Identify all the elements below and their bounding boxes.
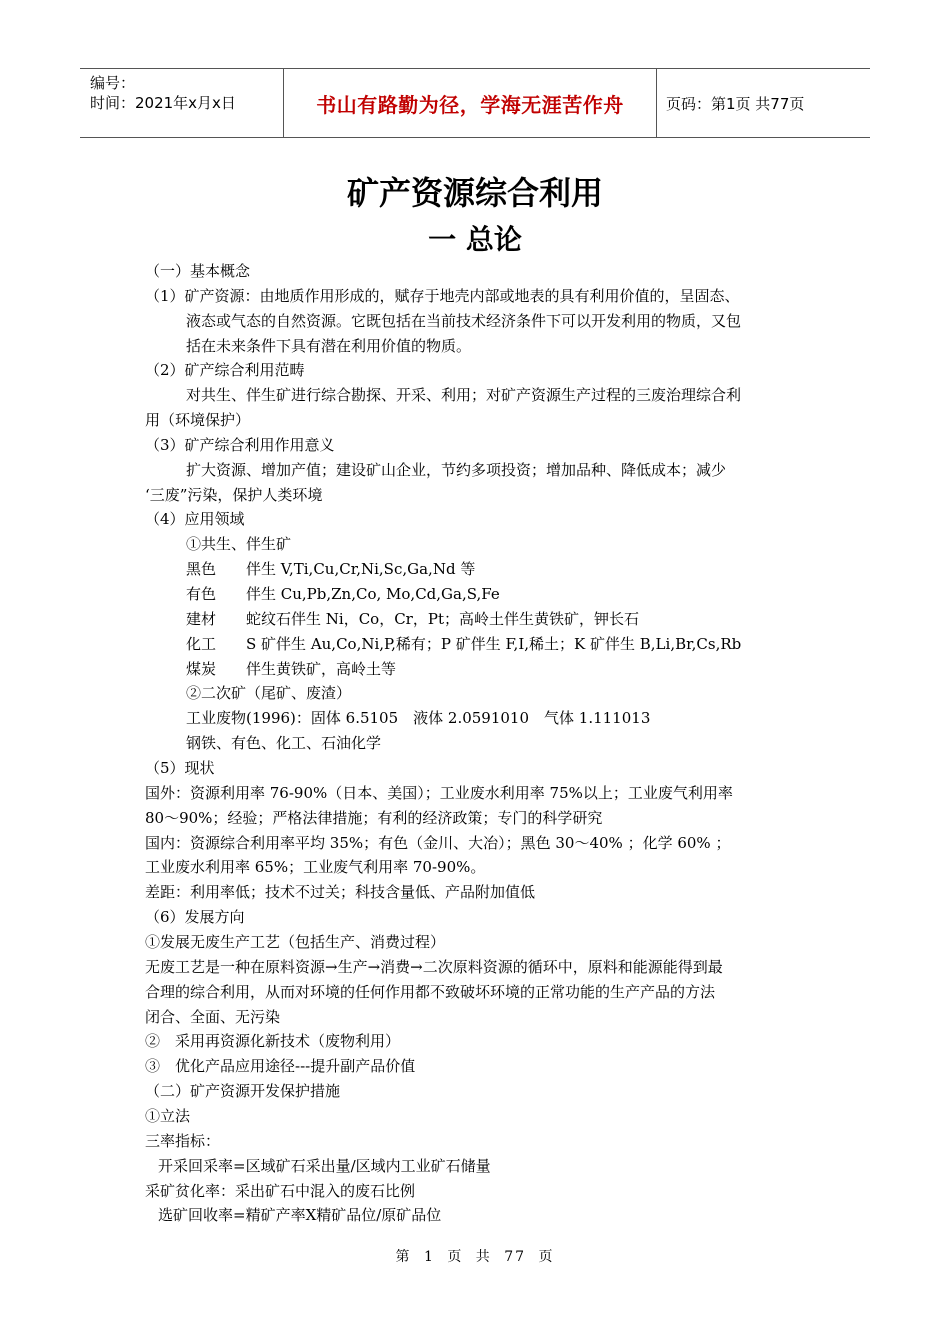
document-time-label: 时间：2021年x月x日 xyxy=(90,94,236,112)
header-page-cell xyxy=(656,69,870,137)
document-number-label: 编号： xyxy=(90,74,136,92)
subsection-heading: （6）发展方向 xyxy=(145,908,245,926)
section-heading: （二）矿产资源开发保护措施 xyxy=(145,1082,341,1100)
list-item: 工业废物(1996)：固体 6.5105 液体 2.0591010 气体 1.111013 xyxy=(186,709,651,727)
paragraph-line: 采矿贫化率：采出矿石中混入的废石比例 xyxy=(145,1182,416,1200)
paragraph-line: 国外：资源利用率 76-90%（日本、美国）；工业废水利用率 75%以上；工业废气利用率 xyxy=(145,784,733,802)
list-item: 化工 S 矿伴生 Au,Co,Ni,P,稀有；P 矿伴生 F,I,稀土；K 矿伴生 B,Li,Br,Cs,Rb xyxy=(186,635,742,653)
paragraph-line: 括在未来条件下具有潜在利用价值的物质。 xyxy=(186,337,472,355)
section-heading: （一）基本概念 xyxy=(145,262,251,280)
subsection-heading: （5）现状 xyxy=(145,759,215,777)
paragraph-line: 合理的综合利用，从而对环境的任何作用都不致破坏环境的正常功能的生产产品的方法 xyxy=(145,983,716,1001)
paragraph-line: 闭合、全面、无污染 xyxy=(145,1008,281,1026)
list-item: 钢铁、有色、化工、石油化学 xyxy=(186,734,382,752)
page-info: 页码：第1页 共77页 xyxy=(666,94,805,113)
header-meta-cell xyxy=(80,69,283,137)
paragraph-line: ‘三废”污染，保护人类环境 xyxy=(145,486,323,504)
list-item: ①共生、伴生矿 xyxy=(186,535,292,553)
list-item: ②二次矿（尾矿、废渣） xyxy=(186,684,352,702)
list-item: 黑色 伴生 V,Ti,Cu,Cr,Ni,Sc,Ga,Nd 等 xyxy=(186,560,476,578)
paragraph-line: 选矿回收率=精矿产率Χ精矿品位/原矿品位 xyxy=(158,1206,442,1224)
list-item: ①立法 xyxy=(145,1107,191,1125)
motto-text: 书山有路勤为径，学海无涯苦作舟 xyxy=(316,92,624,117)
paragraph-line: 扩大资源、增加产值；建设矿山企业，节约多项投资；增加品种、降低成本；减少 xyxy=(186,461,727,479)
chapter-title: 一 总论 xyxy=(428,223,522,256)
paragraph-line: 80～90%；经验；严格法律措施；有利的经济政策；专门的科学研究 xyxy=(145,809,603,827)
paragraph-line: 三率指标： xyxy=(145,1132,221,1150)
paragraph-line: 用（环境保护） xyxy=(145,411,251,429)
subsection-heading: （3）矿产综合利用作用意义 xyxy=(145,436,335,454)
page-footer xyxy=(0,1246,950,1266)
paragraph-line: （1）矿产资源：由地质作用形成的，赋存于地壳内部或地表的具有利用价值的，呈固态、 xyxy=(145,287,740,305)
paragraph-line: 无废工艺是一种在原料资源→生产→消费→二次原料资源的循环中，原料和能源能得到最 xyxy=(145,958,723,976)
footer-total-pages: 77 xyxy=(504,1249,527,1265)
paragraph-line: 国内：资源综合利用率平均 35%；有色（金川、大冶）；黑色 30～40% ；化学 60% ； xyxy=(145,834,731,852)
footer-label-d: 页 xyxy=(538,1249,555,1265)
document-title: 矿产资源综合利用 xyxy=(346,174,603,212)
paragraph-line: 对共生、伴生矿进行综合勘探、开采、利用；对矿产资源生产过程的三废治理综合利 xyxy=(186,386,742,404)
footer-label-b: 页 xyxy=(447,1249,464,1265)
page-header xyxy=(80,68,870,138)
paragraph-line: 液态或气态的自然资源。它既包括在当前技术经济条件下可以开发利用的物质，又包 xyxy=(186,312,742,330)
paragraph-line: 开采回采率=区域矿石采出量/区域内工业矿石储量 xyxy=(158,1157,491,1175)
list-item: 煤炭 伴生黄铁矿，高岭土等 xyxy=(186,660,397,678)
list-item: ② 采用再资源化新技术（废物利用） xyxy=(145,1032,401,1050)
list-item: ③ 优化产品应用途径---提升副产品价值 xyxy=(145,1057,416,1075)
subsection-heading: （4）应用领域 xyxy=(145,510,245,528)
footer-label-c: 共 xyxy=(475,1249,492,1265)
subsection-heading: （2）矿产综合利用范畴 xyxy=(145,361,305,379)
footer-label-a: 第 xyxy=(395,1249,412,1265)
list-item: 有色 伴生 Cu,Pb,Zn,Co, Mo,Cd,Ga,S,Fe xyxy=(186,585,500,603)
header-motto-cell xyxy=(283,69,657,137)
footer-page-number: 1 xyxy=(423,1249,435,1265)
paragraph-line: 差距：利用率低；技术不过关；科技含量低、产品附加值低 xyxy=(145,883,536,901)
list-item: ①发展无废生产工艺（包括生产、消费过程） xyxy=(145,933,446,951)
paragraph-line: 工业废水利用率 65%；工业废气利用率 70-90%。 xyxy=(145,858,486,876)
list-item: 建材 蛇纹石伴生 Ni，Co，Cr，Pt；高岭土伴生黄铁矿，钾长石 xyxy=(186,610,639,628)
